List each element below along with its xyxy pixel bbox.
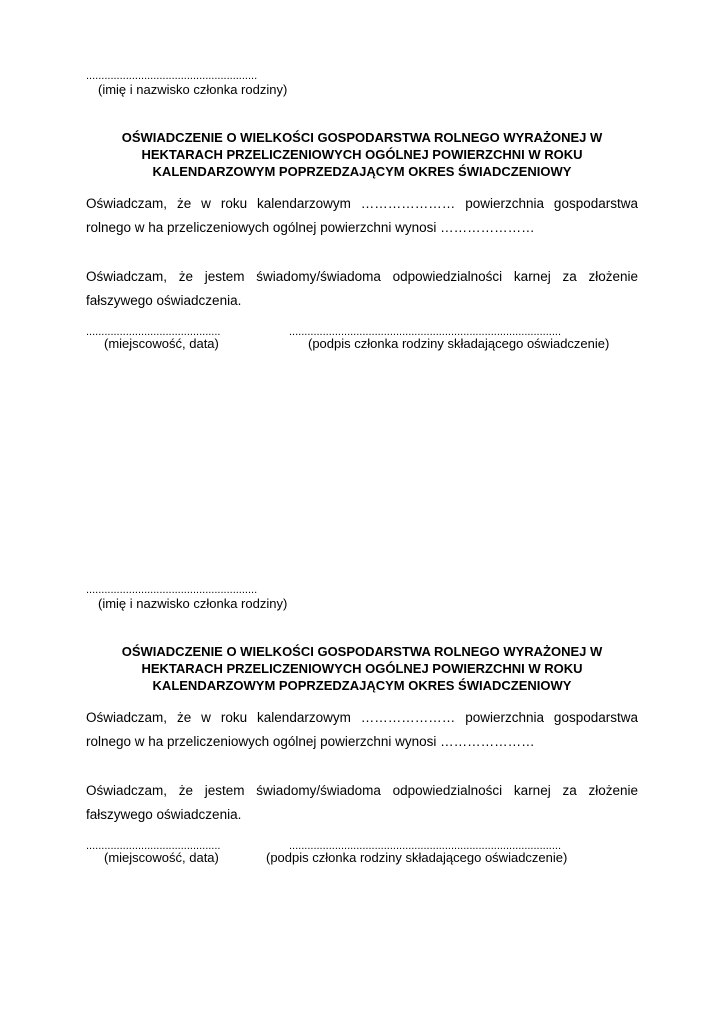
signature-row [86,840,638,874]
name-caption: (imię i nazwisko członka rodziny) [98,596,288,611]
signature-caption: (podpis członka rodziny składającego oświadczenie) [266,850,568,865]
form-title [86,643,638,694]
name-caption: (imię i nazwisko członka rodziny) [98,82,288,97]
form-title-line-1: OŚWIADCZENIE O WIELKOŚCI GOSPODARSTWA ROLNEGO WYRAŻONEJ W [121,644,603,659]
declaration-liability-paragraph: Oświadczam, że jestem świadomy/świadoma odpowiedzialności karnej za złożenie fałszywego oświadczenia. [86,783,638,822]
place-date-caption: (miejscowość, data) [104,850,219,865]
form-title-line-2: HEKTARACH PRZELICZENIOWYCH OGÓLNEJ POWIERZCHNI W ROKU [141,661,583,676]
declaration-liability-paragraph: Oświadczam, że jestem świadomy/świadoma odpowiedzialności karnej za złożenie fałszywego oświadczenia. [86,269,638,308]
signature-dotted-line: ......................................................................................... [289,840,561,852]
declaration-area-paragraph: Oświadczam, że w roku kalendarzowym ………………… powierzchnia gospodarstwa rolnego w ha przeliczeniowych ogólnej powierzchni wynosi ………………… [86,196,638,235]
place-date-dotted-line: ............................................ [86,326,221,338]
signature-dotted-line: ......................................................................................... [289,326,561,338]
form-title-line-3: KALENDARZOWYM POPRZEDZAJĄCYM OKRES ŚWIADCZENIOWY [152,164,572,179]
signature-row [86,326,638,360]
form-title [86,129,638,180]
name-dotted-line: ........................................................ [86,584,258,596]
form-title-line-2: HEKTARACH PRZELICZENIOWYCH OGÓLNEJ POWIERZCHNI W ROKU [141,147,583,162]
signature-caption: (podpis członka rodziny składającego oświadczenie) [308,336,610,351]
place-date-caption: (miejscowość, data) [104,336,219,351]
name-dotted-line: ........................................................ [86,70,258,82]
form-title-line-1: OŚWIADCZENIE O WIELKOŚCI GOSPODARSTWA ROLNEGO WYRAŻONEJ W [121,130,603,145]
form-title-line-3: KALENDARZOWYM POPRZEDZAJĄCYM OKRES ŚWIADCZENIOWY [152,678,572,693]
place-date-dotted-line: ............................................ [86,840,221,852]
declaration-area-paragraph: Oświadczam, że w roku kalendarzowym ………………… powierzchnia gospodarstwa rolnego w ha przeliczeniowych ogólnej powierzchni wynosi ………………… [86,710,638,749]
statement-form-2 [86,584,638,874]
statement-form-1 [86,70,638,360]
